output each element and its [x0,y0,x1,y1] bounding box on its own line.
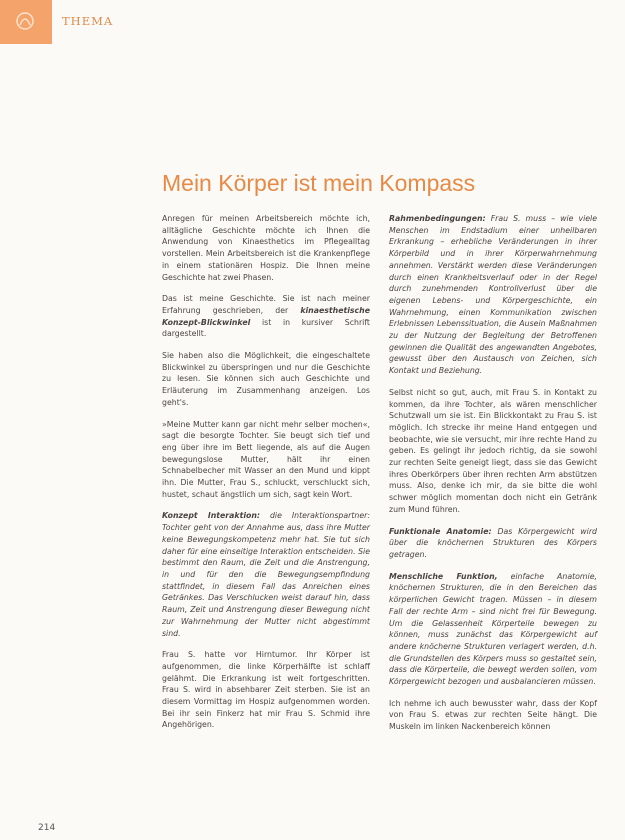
paragraph [389,526,597,561]
left-text-column [162,213,370,741]
page-number: 214 [38,823,56,833]
paragraph [162,419,370,501]
paragraph [389,698,597,733]
concept-heading: kinaesthetische Konzept-Blickwinkel [162,305,370,327]
text-run: , knöchernen Strukturen, die in den Bereichen das körperlichen Gewicht tragen. Müssen – in diesem Fall der rechte Arm – sind nicht frei für Bewegung. Um die Gelassenheit Körperteile bewegen zu können, muss zunächst das Körpergewicht auf andere knöcherne Strukturen verlagert werden, d.h. die Grundstellen des Körpers muss so gestaltet sein, dass die Körperteile, die bewegt werden sollen, vom Körpergewicht bezogen und ausbalancieren müssen. [389,571,597,687]
text-run: Frau S. muss – wie viele Menschen im Endstadium einer unheilbaren Erkrankung – erhebliche Veränderungen in ihrer Körperbild und in ihrer Körperwahrnehmung annehmen. Verstärkt werden diese Veränderungen durch einen Krankheitsverlauf oder in der Regel durch zunehmenden Kontrollverlust über die eigenen Lebens- und Körpergeschichte, ein Wahrnehmung, einen Kommunikation zwischen Erlebnissen Lebenssituation, die Ausein Maßnahmen zu der Nutzung der Begleitung der Betroffenen gewinnen die Qualität des angewandten Angebotes, gewusst über den Austausch von Zeichen, sich Kontakt und Beziehung. [389,214,597,376]
text-run: Das ist meine Geschichte. Sie ist nach meiner Erfahrung geschrieben, der [162,294,370,315]
concept-heading: Funktionale Anatomie: [389,526,492,536]
paragraph [162,649,370,731]
right-text-column [389,213,597,743]
paragraph [389,387,597,516]
text-run: Selbst nicht so gut, auch, mit Frau S. in Kontakt zu kommen, da ihre Tochter, als wären menschlicher Schutzwall um sie ist. Ein Blickkontakt zu Frau S. ist möglich. Ich strecke ihr meine Hand entgegen und beobachte, wie sie versucht, mir ihre rechte Hand zu geben. Es gelingt ihr jedoch richtig, da sie sowohl zur rechten Seite geneigt liegt, dass sie das Gewicht ihres Oberkörpers über ihren rechten Arm abstützen muss. Also, denke ich mir, da sie bitte die wohl schwer möglich momentan doch nicht ein Getränk zum Mund führen. [389,387,597,514]
text-run: ist in kursiver Schrift dargestellt. [162,317,370,339]
logo-icon [14,10,36,32]
text-run: einfache Anatomie [497,571,595,581]
text-run: Ich nehme ich auch bewusster wahr, dass der Kopf von Frau S. etwas zur rechten Seite hängt. Die Muskeln im linken Nackenbereich können [389,698,597,732]
paragraph [389,213,597,377]
article-title: Mein Körper ist mein Kompass [162,170,476,196]
paragraph [389,571,597,688]
text-run: »Meine Mutter kann gar nicht mehr selber mochen«, sagt die besorgte Tochter. Sie beugt sich tief und eng über ihre im Bett liegende, als auf die Augen bewegungslose Mutter, hält ihr einen Schnabelbecher mit Wasser an den Mund und kippt ihn. Die Mutter, Frau S., schluckt, verschluckt sich, hustet, schaut ängstlich um sich, sagt kein Wort. [162,419,370,499]
concept-heading: Menschliche Funktion, [389,571,498,581]
logo-square [0,0,52,44]
concept-heading: Konzept Interaktion: [162,511,261,521]
paragraph [162,350,370,409]
text-run: Das Körpergewicht wird über die knöchernen Strukturen des Körpers getragen. [389,526,597,559]
text-run: Sie haben also die Möglichkeit, die eingeschaltete Blickwinkel zu überspringen und nur die Geschichte zu lesen. Sie können sich auch Geschichte und Erläuterung im Zusammenhang anzeigen. Los geht's. [162,351,370,407]
text-run: Frau S. hatte vor Hirntumor. Ihr Körper ist aufgenommen, die linke Körperhälfte ist schlaff gelähmt. Die Erkrankung ist weit fortgeschritten. Frau S. wird in absehbarer Zeit sterben. Sie ist an diesem Vormittag im Hospiz aufgenommen worden. Bei ihr sein Finkerz hat mir Frau S. Schmid ihre Angehörigen. [162,650,370,730]
paragraph [162,213,370,283]
text-run: Anregen für meinen Arbeitsbereich möchte ich, alltägliche Geschichte möchte ich Ihnen die Anwendung von Kinaesthetics im Pflegealltag vorstellen. Mein Arbeitsbereich ist die Krankenpflege in einem stationären Hospiz. Die Ihnen meine Geschichte hat zwei Phasen. [162,214,370,282]
concept-heading: Rahmenbedingungen: [389,214,486,223]
section-label: THEMA [62,14,114,28]
paragraph [162,293,370,340]
paragraph [162,510,370,639]
text-run: die Interaktionspartner: Tochter geht von der Annahme aus, dass ihre Mutter keine Bewegungskompetenz mehr hat. Sie tut sich daher für eine einseitige Interaktion entscheiden. Sie bestimmt den Raum, die Zeit und die Anstrengung, in und für den die Bewegungsempfindung stattfindet, in diesem Fall das Anreichen eines Getränkes. Das Verschlucken weist darauf hin, dass Raum, Zeit und Anstrengung dieser Bewegung nicht zur Wahrnehmung der Mutter nicht abgestimmt sind. [162,511,370,638]
